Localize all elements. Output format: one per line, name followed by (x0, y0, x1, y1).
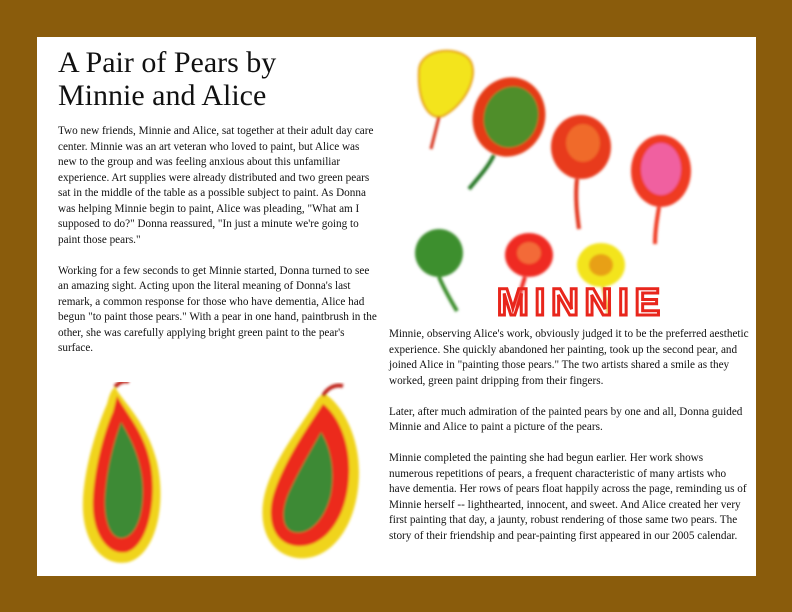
magenta-pear (631, 135, 691, 244)
story-paragraph: Two new friends, Minnie and Alice, sat together at their adult day care center. Minnie was an art veteran who loved to paint, but Alice was new to the group and was feeling anxious about this unfamiliar experience. Art supplies were already distributed and two green pears sat in the middle of the table as a possible subject to paint. As Donna was helping Minnie begin to paint, Alice was pleading, "What am I supposed to do?" Donna reassured, "In just a minute we're going to paint those pears." (58, 125, 374, 246)
document-page (37, 37, 756, 576)
page-title-line-2: Minnie and Alice (58, 79, 267, 112)
alice-painting (77, 382, 377, 567)
story-paragraph: Minnie completed the painting she had begun earlier. Her work shows numerous repetitions of pears, a frequent characteristic of many artists who have dementia. Her rows of pears float happily across the page, reminding us of Minnie herself -- lighthearted, innocent, and sweet. And Alice created her very first painting that day, a jaunty, robust rendering of those same two pears. The story of their friendship and pear-painting first appeared in our 2005 calendar. (389, 452, 747, 542)
page-title (58, 46, 388, 112)
green-red-pear (462, 68, 555, 189)
alice-pear-right (262, 385, 359, 558)
minnie-painting (399, 39, 699, 323)
yellow-pear (419, 51, 473, 149)
story-paragraph: Working for a few seconds to get Minnie started, Donna turned to see an amazing sight. Acting upon the literal meaning of Donna's last remark, a common response for those who have dementia, Alice had begun "to paint those pears." With a pear in one hand, paintbrush in the other, she was carefully applying bright green paint to the pear's surface. (58, 264, 377, 354)
story-paragraph: Later, after much admiration of the painted pears by one and all, Donna guided Minnie and Alice to paint a picture of the pears. (389, 405, 743, 433)
alice-pear-left (83, 382, 161, 563)
red-pear (551, 115, 611, 229)
minnie-signature: MINNIE (497, 282, 666, 323)
page-title-line-1: A Pair of Pears by (58, 46, 277, 79)
small-green-pear (415, 229, 463, 311)
story-left-column (58, 124, 380, 372)
story-right-column (389, 327, 749, 560)
story-paragraph: Minnie, observing Alice's work, obviously judged it to be the preferred aesthetic experience. She quickly abandoned her painting, took up the second pear, and joined Alice in "painting those pears." The two artists shared a smile as they worked, green paint dripping from their fingers. (389, 328, 749, 387)
